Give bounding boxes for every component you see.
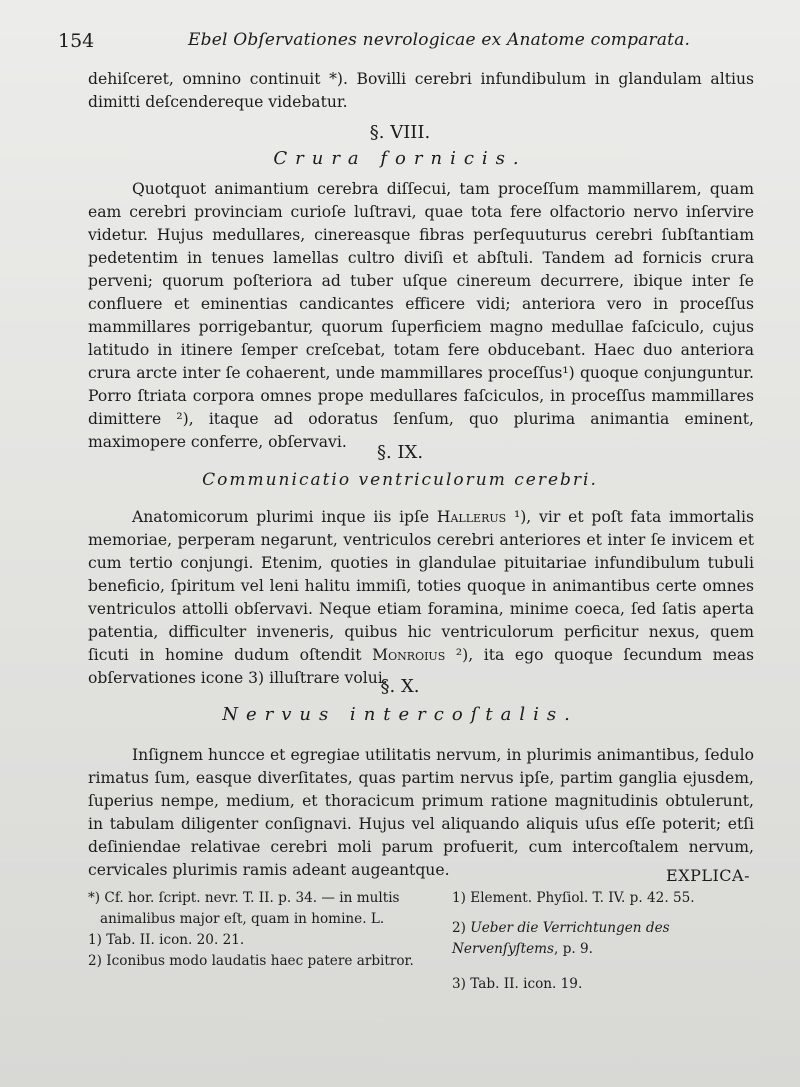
catchword: EXPLICA- bbox=[666, 866, 750, 885]
footnote-right-2 bbox=[452, 918, 772, 960]
fn2-prefix: 2) bbox=[452, 920, 471, 936]
s9-text-a: Anatomicorum plurimi inque iis ipſe bbox=[132, 508, 437, 526]
section-10-paragraph: Inſignem huncce et egregiae utilitatis nervum, in plurimis animantibus, ſedulo rimatus ſum, easque diverſitates, quas partim nervus ipſe, partim ganglia ejusdem, ſuperius nempe, medium, et thoracicum primum ratione magnitudinis obtulerunt, in tabulam diligenter conſignavi. Hujus vel aliquando aliquis uſus eſſe poterit; etſi deſiniendae relativae cerebri moli parum profuerit, cum intercoſtalem nervum, cervicales plurimis ramis adeant augeantque. bbox=[88, 746, 754, 879]
paragraph-continuation: dehiſceret, omnino continuit *). Bovilli cerebri infundibulum in glandulam altius dimitti deſcendereque videbatur. bbox=[88, 70, 754, 111]
footnotes-left bbox=[88, 888, 424, 972]
author-name-monroius: Monroius bbox=[372, 646, 446, 664]
section-9-paragraph bbox=[88, 506, 754, 690]
section-8-title: Crura fornicis. bbox=[273, 148, 527, 169]
author-name-hallerus: Hallerus bbox=[436, 508, 507, 526]
section-10-number: §. X. bbox=[380, 676, 420, 697]
footnote-left-2: 2) Iconibus modo laudatis haec patere arbitror. bbox=[88, 953, 414, 969]
section-10-title: Nervus intercoſtalis. bbox=[222, 704, 578, 725]
section-8-paragraph: Quotquot animantium cerebra diſſecui, tam proceſſum mammillarem, quam eam cerebri provinciam curioſe luſtravi, quae tota fere olfactorio nervo inſervire videtur. Hujus medullares, cinereasque fibras perſequuturus cerebri ſubſtantiam pedetentim in tenues lamellas cultro diviſi et abſtuli. Tandem ad fornicis crura perveni; quorum poſteriora ad tuber uſque cinereum decurrere, ibique inter ſe confluere et eminentias candicantes efficere vidi; anteriora vero in proceſſus mammillares porrigebantur, quorum ſuperficiem magno medullae faſciculo, cujus latitudo in itinere ſemper creſcebat, totam fere obducebant. Haec duo anteriora crura arcte inter ſe cohaerent, unde mammillares proceſſus¹) quoque conjunguntur. Porro ſtriata corpora omnes prope medullares faſciculos, in proceſſus mammillares dimittere ²), itaque ad odoratus ſenſum, quo plurima animantia eminent, maximopere conferre, obſervavi. bbox=[88, 180, 754, 451]
section-9-title: Communicatio ventriculorum cerebri. bbox=[202, 470, 598, 490]
footnote-right-3: 3) Tab. II. icon. 19. bbox=[452, 976, 583, 992]
section-9-number: §. IX. bbox=[376, 442, 424, 463]
fn2-title: Ueber die Verrichtungen des Nervenſyſtems bbox=[452, 920, 670, 957]
running-title: Ebel Obſervationes nevrologicae ex Anatome comparata. bbox=[188, 30, 691, 50]
footnote-star: *) Cf. hor. ſcript. nevr. T. II. p. 34. — in multis animalibus major eſt, quam in homine. L. bbox=[88, 890, 400, 927]
section-8-number: §. VIII. bbox=[369, 122, 431, 143]
footnotes-right bbox=[452, 888, 772, 995]
page-number: 154 bbox=[58, 30, 95, 52]
s9-text-b: ¹), vir et poſt fata immortalis memoriae, perperam negarunt, ventriculos cerebri anteriores et inter ſe invicem et cum tertio conjungi. Etenim, quoties in glandulae pituitariae infundibulum tubuli beneficio, ſpiritum vel leni halitu immiſi, toties quoque in animantibus certe omnes ventriculos attolli obſervavi. Neque etiam foramina, minime coeca, ſed ſatis aperta patentia, difficulter inveneris, quibus hic ventriculorum perficitur nexus, quem ſicuti in homine dudum oſtendit bbox=[88, 508, 754, 664]
footnote-left-1: 1) Tab. II. icon. 20. 21. bbox=[88, 932, 245, 948]
footnote-right-1: 1) Element. Phyſiol. T. IV. p. 42. 55. bbox=[452, 890, 695, 906]
s9-text-c: ²), ita ego quoque ſecundum meas obſervationes icone 3) illuſtrare volui. bbox=[88, 646, 755, 687]
fn2-suffix: , p. 9. bbox=[554, 941, 594, 957]
